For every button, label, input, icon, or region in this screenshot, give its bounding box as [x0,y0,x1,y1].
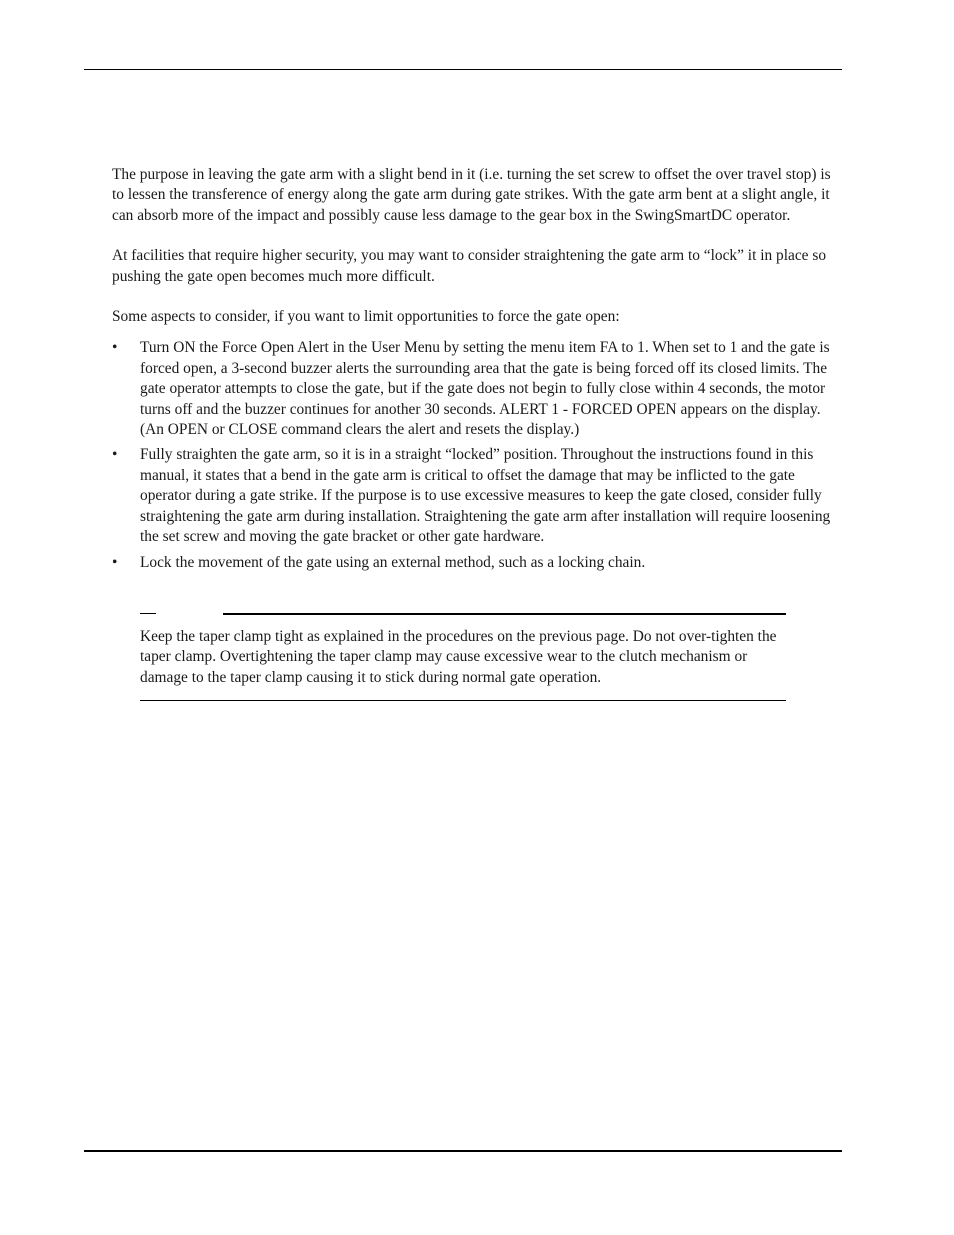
bullet-icon: • [112,446,118,464]
paragraph-gate-arm-bend: The purpose in leaving the gate arm with a slight bend in it (i.e. turning the set screw to offset the over travel stop) is to lessen the transference of energy along the gate arm during gate strikes. With the gate arm bent at a slight angle, it can absorb more of the impact and possibly cause less damage to the gear box in the SwingSmartDC operator. [112,166,831,224]
paragraph-aspects-intro: Some aspects to consider, if you want to limit opportunities to force the gate open: [112,308,620,326]
note-box [140,613,786,702]
list-item-text: Lock the movement of the gate using an external method, such as a locking chain. [140,553,646,571]
note-bottom-rule [140,700,786,701]
aspects-list [112,338,842,572]
footer-rule [84,1150,842,1152]
note-tab-rule [140,613,156,614]
header-rule [84,69,842,70]
note-text: Keep the taper clamp tight as explained in the procedures on the previous page. Do not over-tighten the taper clamp. Overtightening the taper clamp may cause excessive wear to the clutch mechanism or damage to the taper clamp causing it to stick during normal gate operation. [140,628,777,686]
paragraph-higher-security: At facilities that require higher security, you may want to consider straightening the gate arm to “lock” it in place so pushing the gate open becomes much more difficult. [112,247,827,285]
list-item [112,553,842,573]
list-item [112,338,842,440]
bullet-icon: • [112,553,118,571]
list-item-text: Turn ON the Force Open Alert in the User Menu by setting the menu item FA to 1. When set to 1 and the gate is forced open, a 3-second buzzer alerts the surrounding area that the gate is being forced off its closed limits. The gate operator attempts to close the gate, but if the gate does not begin to fully close within 4 seconds, the motor turns off and the buzzer continues for another 30 seconds. ALERT 1 - FORCED OPEN appears on the display. (An OPEN or CLOSE command clears the alert and resets the display.) [140,339,830,439]
bullet-icon: • [112,339,118,357]
list-item-text: Fully straighten the gate arm, so it is in a straight “locked” position. Throughout the instructions found in this manual, it states that a bend in the gate arm is critical to offset the damage that may be inflicted to the gate operator during a gate strike. If the purpose is to use excessive measures to keep the gate closed, consider fully straightening the gate arm during installation. Straightening the gate arm after installation will require loosening the set screw and moving the gate bracket or other gate hardware. [140,446,831,546]
list-item [112,445,842,547]
note-top-rule [223,613,786,615]
body-content [112,165,842,578]
